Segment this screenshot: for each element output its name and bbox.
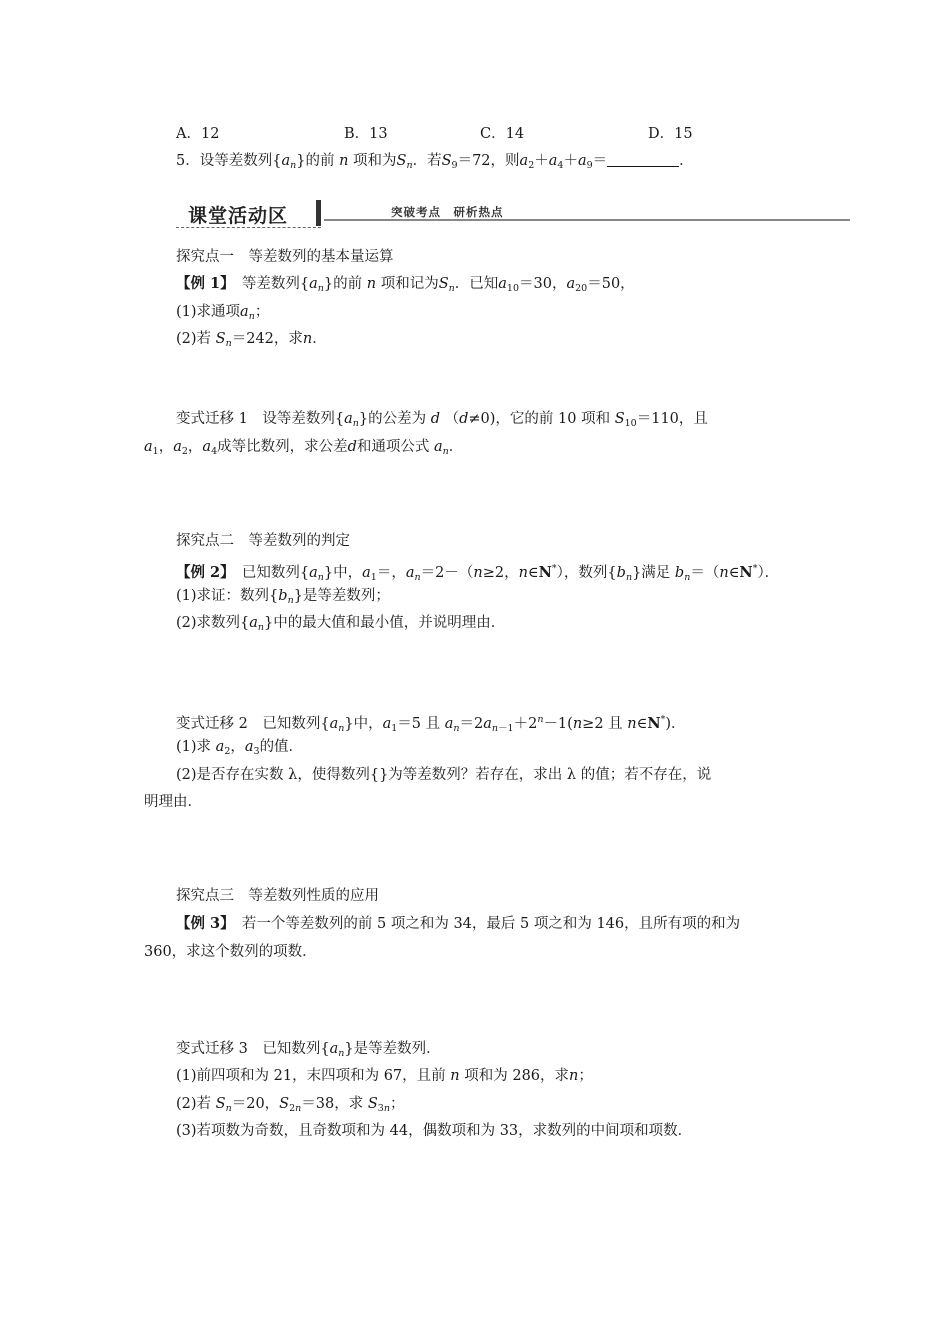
example-1-part-1: (1)求通项$a_n$； (176, 304, 270, 322)
choice-c: C．14 (480, 126, 525, 142)
example-3-line-1: 【例 3】 若一个等差数列的前 5 项之和为 34，最后 5 项之和为 146，且所有项的和为 (176, 915, 741, 932)
variant-3-part-1: (1)前四项和为 21，末四项和为 67，且前 n 项和为 286，求n； (176, 1068, 593, 1084)
banner-subtitle: 突破考点 研析热点 (391, 205, 504, 219)
example-1: 【例 1】 等差数列$\{a_n\}$的前 n 项和记为$S_n$．已知$a_{10}=30$，$a_{20}=50$， (176, 275, 635, 294)
variant-2-part-1: (1)求 $a_2$，$a_3$的值． (176, 739, 304, 757)
variant-2-part-2: (2)是否存在实数 λ，使得数列{}为等差数列？若存在，求出 λ 的值；若不存在，说 (176, 767, 712, 783)
banner-divider (316, 200, 321, 226)
variant-1-line-2: $a_1$，$a_2$，$a_4$成等比数列，求公差d和通项公式 $a_n$． (144, 439, 464, 457)
section-banner (176, 198, 852, 230)
example-1-part-2: (2)若 $S_n=242$，求n． (176, 331, 327, 349)
banner-title: 课堂活动区 (188, 205, 289, 227)
section-2-heading: 探究点二 等差数列的判定 (176, 533, 350, 549)
choice-a: A．12 (176, 126, 220, 142)
variant-3-part-2: (2)若 $S_n=20$，$S_{2n}=38$，求 $S_{3n}$； (176, 1096, 405, 1114)
banner-dashed-underline (176, 227, 321, 228)
example-2: 【例 2】 已知数列$\{a_n\}$中，$a_1=$，$a_n=2-(n\ge 2$，n∈N*），数列$\{b_n\}$满足 $b_n=(n\in N^*)$． (176, 563, 780, 583)
section-1-heading: 探究点一 等差数列的基本量运算 (176, 249, 394, 265)
example-2-part-1: (1)求证：数列$\{b_n\}$是等差数列； (176, 588, 390, 606)
variant-1-line-1: 变式迁移 1 设等差数列$\{a_n\}$的公差为 d （d≠0)，它的前 10 项和 $S_{10}=110$，且 (176, 411, 708, 429)
choice-b: B．13 (344, 126, 388, 142)
variant-2-line-1: 变式迁移 2 已知数列$\{a_n\}$中，$a_1=5$ 且 $a_n=2a_{n-1}+2^n-1(n\ge 2$ 且 n∈N*)． (176, 714, 686, 734)
question-5: 5．设等差数列$\{a_n\}$的前 n 项和为$S_n$．若$S_9=72$，则$a_2+a_4+a_9=$ ． (176, 153, 694, 171)
answer-blank (607, 152, 679, 167)
example-2-part-2: (2)求数列$\{a_n\}$中的最大值和最小值，并说明理由． (176, 615, 506, 633)
choice-d: D．15 (648, 126, 693, 142)
variant-3-part-3: (3)若项数为奇数，且奇数项和为 44，偶数项和为 33，求数列的中间项和项数． (176, 1123, 693, 1139)
variant-2-part-2-cont: 明理由． (144, 794, 202, 810)
example-3-line-2: 360，求这个数列的项数． (144, 944, 317, 960)
section-3-heading: 探究点三 等差数列性质的应用 (176, 888, 379, 904)
variant-3-heading: 变式迁移 3 已知数列$\{a_n\}$是等差数列． (176, 1041, 441, 1059)
